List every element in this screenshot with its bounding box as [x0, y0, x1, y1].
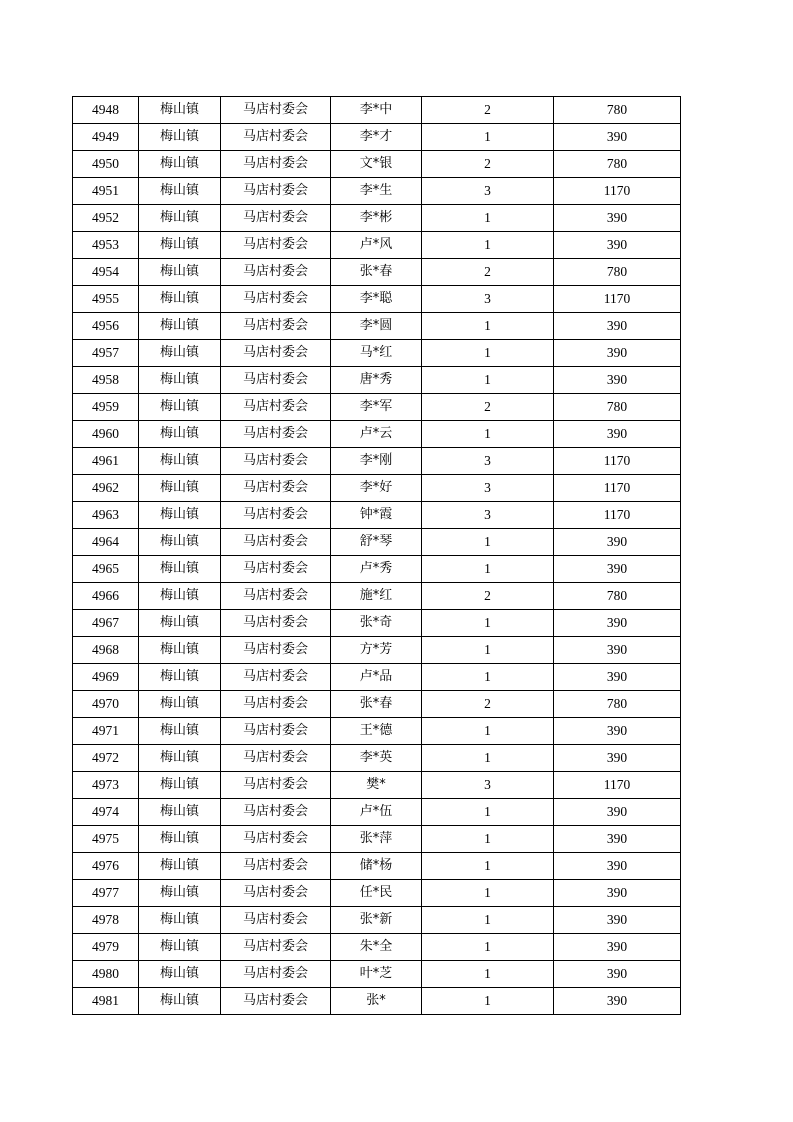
cell-village: 马店村委会 — [221, 178, 331, 205]
cell-household-count: 1 — [422, 421, 554, 448]
cell-village: 马店村委会 — [221, 502, 331, 529]
cell-person-name: 樊* — [331, 772, 422, 799]
cell-serial-number: 4979 — [73, 934, 139, 961]
cell-serial-number: 4972 — [73, 745, 139, 772]
cell-village: 马店村委会 — [221, 475, 331, 502]
cell-town: 梅山镇 — [139, 610, 221, 637]
table-row — [73, 853, 681, 880]
table-row — [73, 637, 681, 664]
cell-serial-number: 4953 — [73, 232, 139, 259]
cell-village: 马店村委会 — [221, 529, 331, 556]
cell-village: 马店村委会 — [221, 934, 331, 961]
cell-person-name: 叶*芝 — [331, 961, 422, 988]
table-row — [73, 745, 681, 772]
cell-amount: 390 — [554, 853, 681, 880]
cell-village: 马店村委会 — [221, 124, 331, 151]
cell-serial-number: 4951 — [73, 178, 139, 205]
table-row — [73, 178, 681, 205]
cell-village: 马店村委会 — [221, 340, 331, 367]
cell-person-name: 任*民 — [331, 880, 422, 907]
table-row — [73, 475, 681, 502]
table-row — [73, 313, 681, 340]
cell-serial-number: 4961 — [73, 448, 139, 475]
cell-town: 梅山镇 — [139, 448, 221, 475]
cell-village: 马店村委会 — [221, 880, 331, 907]
cell-town: 梅山镇 — [139, 691, 221, 718]
cell-village: 马店村委会 — [221, 205, 331, 232]
cell-amount: 1170 — [554, 772, 681, 799]
cell-serial-number: 4962 — [73, 475, 139, 502]
cell-household-count: 1 — [422, 340, 554, 367]
cell-village: 马店村委会 — [221, 367, 331, 394]
cell-serial-number: 4954 — [73, 259, 139, 286]
cell-village: 马店村委会 — [221, 232, 331, 259]
table-row — [73, 124, 681, 151]
cell-serial-number: 4973 — [73, 772, 139, 799]
cell-village: 马店村委会 — [221, 313, 331, 340]
cell-town: 梅山镇 — [139, 124, 221, 151]
cell-town: 梅山镇 — [139, 367, 221, 394]
cell-village: 马店村委会 — [221, 826, 331, 853]
cell-household-count: 2 — [422, 583, 554, 610]
cell-person-name: 张*春 — [331, 691, 422, 718]
cell-household-count: 1 — [422, 610, 554, 637]
cell-amount: 390 — [554, 124, 681, 151]
cell-person-name: 李*英 — [331, 745, 422, 772]
cell-household-count: 1 — [422, 853, 554, 880]
table-row — [73, 286, 681, 313]
cell-household-count: 1 — [422, 907, 554, 934]
cell-serial-number: 4957 — [73, 340, 139, 367]
cell-serial-number: 4978 — [73, 907, 139, 934]
cell-town: 梅山镇 — [139, 826, 221, 853]
cell-town: 梅山镇 — [139, 313, 221, 340]
cell-person-name: 王*德 — [331, 718, 422, 745]
cell-serial-number: 4960 — [73, 421, 139, 448]
cell-town: 梅山镇 — [139, 502, 221, 529]
cell-town: 梅山镇 — [139, 907, 221, 934]
cell-town: 梅山镇 — [139, 853, 221, 880]
cell-household-count: 1 — [422, 961, 554, 988]
cell-serial-number: 4965 — [73, 556, 139, 583]
cell-amount: 390 — [554, 718, 681, 745]
cell-household-count: 2 — [422, 691, 554, 718]
cell-person-name: 李*好 — [331, 475, 422, 502]
cell-household-count: 1 — [422, 934, 554, 961]
cell-serial-number: 4958 — [73, 367, 139, 394]
cell-person-name: 李*生 — [331, 178, 422, 205]
cell-person-name: 方*芳 — [331, 637, 422, 664]
cell-town: 梅山镇 — [139, 988, 221, 1015]
cell-amount: 390 — [554, 988, 681, 1015]
cell-town: 梅山镇 — [139, 205, 221, 232]
cell-serial-number: 4981 — [73, 988, 139, 1015]
cell-village: 马店村委会 — [221, 772, 331, 799]
cell-household-count: 1 — [422, 313, 554, 340]
table-row — [73, 772, 681, 799]
cell-person-name: 卢*品 — [331, 664, 422, 691]
data-table — [72, 96, 681, 1015]
cell-town: 梅山镇 — [139, 529, 221, 556]
cell-serial-number: 4959 — [73, 394, 139, 421]
table-row — [73, 826, 681, 853]
cell-town: 梅山镇 — [139, 637, 221, 664]
cell-serial-number: 4976 — [73, 853, 139, 880]
cell-village: 马店村委会 — [221, 745, 331, 772]
cell-town: 梅山镇 — [139, 745, 221, 772]
table-row — [73, 502, 681, 529]
cell-household-count: 3 — [422, 475, 554, 502]
cell-household-count: 3 — [422, 502, 554, 529]
table-row — [73, 610, 681, 637]
cell-household-count: 2 — [422, 151, 554, 178]
cell-town: 梅山镇 — [139, 259, 221, 286]
cell-serial-number: 4971 — [73, 718, 139, 745]
cell-serial-number: 4969 — [73, 664, 139, 691]
cell-household-count: 3 — [422, 178, 554, 205]
cell-person-name: 储*杨 — [331, 853, 422, 880]
table-row — [73, 367, 681, 394]
cell-serial-number: 4963 — [73, 502, 139, 529]
cell-village: 马店村委会 — [221, 637, 331, 664]
cell-household-count: 3 — [422, 772, 554, 799]
cell-household-count: 1 — [422, 745, 554, 772]
cell-household-count: 2 — [422, 97, 554, 124]
cell-amount: 390 — [554, 556, 681, 583]
cell-town: 梅山镇 — [139, 421, 221, 448]
cell-serial-number: 4952 — [73, 205, 139, 232]
cell-person-name: 舒*琴 — [331, 529, 422, 556]
cell-serial-number: 4968 — [73, 637, 139, 664]
cell-amount: 780 — [554, 691, 681, 718]
cell-village: 马店村委会 — [221, 583, 331, 610]
cell-person-name: 李*中 — [331, 97, 422, 124]
cell-amount: 780 — [554, 394, 681, 421]
table-row — [73, 421, 681, 448]
cell-town: 梅山镇 — [139, 718, 221, 745]
cell-person-name: 卢*云 — [331, 421, 422, 448]
cell-village: 马店村委会 — [221, 151, 331, 178]
cell-amount: 780 — [554, 97, 681, 124]
cell-person-name: 李*聪 — [331, 286, 422, 313]
table-row — [73, 448, 681, 475]
cell-amount: 1170 — [554, 178, 681, 205]
cell-town: 梅山镇 — [139, 340, 221, 367]
cell-person-name: 张*新 — [331, 907, 422, 934]
cell-town: 梅山镇 — [139, 97, 221, 124]
cell-town: 梅山镇 — [139, 880, 221, 907]
cell-village: 马店村委会 — [221, 394, 331, 421]
cell-serial-number: 4950 — [73, 151, 139, 178]
cell-town: 梅山镇 — [139, 232, 221, 259]
cell-village: 马店村委会 — [221, 907, 331, 934]
cell-serial-number: 4967 — [73, 610, 139, 637]
cell-person-name: 朱*全 — [331, 934, 422, 961]
cell-household-count: 3 — [422, 448, 554, 475]
cell-person-name: 卢*风 — [331, 232, 422, 259]
cell-village: 马店村委会 — [221, 853, 331, 880]
table-row — [73, 799, 681, 826]
table-row — [73, 583, 681, 610]
cell-amount: 390 — [554, 637, 681, 664]
cell-household-count: 1 — [422, 664, 554, 691]
cell-town: 梅山镇 — [139, 772, 221, 799]
cell-serial-number: 4977 — [73, 880, 139, 907]
cell-village: 马店村委会 — [221, 691, 331, 718]
cell-household-count: 1 — [422, 232, 554, 259]
table-row — [73, 394, 681, 421]
cell-person-name: 马*红 — [331, 340, 422, 367]
table-row — [73, 934, 681, 961]
cell-town: 梅山镇 — [139, 394, 221, 421]
cell-serial-number: 4966 — [73, 583, 139, 610]
table-row — [73, 880, 681, 907]
cell-town: 梅山镇 — [139, 934, 221, 961]
cell-person-name: 卢*伍 — [331, 799, 422, 826]
table-row — [73, 97, 681, 124]
cell-serial-number: 4975 — [73, 826, 139, 853]
cell-serial-number: 4949 — [73, 124, 139, 151]
cell-amount: 780 — [554, 151, 681, 178]
cell-household-count: 2 — [422, 259, 554, 286]
table-row — [73, 718, 681, 745]
cell-village: 马店村委会 — [221, 799, 331, 826]
table-row — [73, 961, 681, 988]
cell-household-count: 1 — [422, 556, 554, 583]
cell-person-name: 李*彬 — [331, 205, 422, 232]
cell-person-name: 钟*霞 — [331, 502, 422, 529]
cell-village: 马店村委会 — [221, 97, 331, 124]
cell-person-name: 张* — [331, 988, 422, 1015]
cell-household-count: 2 — [422, 394, 554, 421]
cell-village: 马店村委会 — [221, 610, 331, 637]
cell-household-count: 1 — [422, 799, 554, 826]
table-row — [73, 664, 681, 691]
cell-amount: 1170 — [554, 286, 681, 313]
cell-person-name: 张*萍 — [331, 826, 422, 853]
cell-serial-number: 4970 — [73, 691, 139, 718]
cell-village: 马店村委会 — [221, 664, 331, 691]
cell-person-name: 卢*秀 — [331, 556, 422, 583]
cell-amount: 390 — [554, 340, 681, 367]
cell-household-count: 1 — [422, 880, 554, 907]
table-body — [73, 97, 681, 1015]
cell-town: 梅山镇 — [139, 178, 221, 205]
cell-town: 梅山镇 — [139, 151, 221, 178]
cell-amount: 390 — [554, 799, 681, 826]
cell-household-count: 1 — [422, 988, 554, 1015]
cell-person-name: 张*春 — [331, 259, 422, 286]
table-row — [73, 205, 681, 232]
cell-amount: 390 — [554, 826, 681, 853]
table-row — [73, 340, 681, 367]
cell-person-name: 施*红 — [331, 583, 422, 610]
cell-serial-number: 4974 — [73, 799, 139, 826]
cell-amount: 390 — [554, 205, 681, 232]
cell-serial-number: 4964 — [73, 529, 139, 556]
cell-serial-number: 4956 — [73, 313, 139, 340]
cell-village: 马店村委会 — [221, 718, 331, 745]
cell-amount: 1170 — [554, 502, 681, 529]
cell-amount: 390 — [554, 664, 681, 691]
cell-amount: 390 — [554, 880, 681, 907]
cell-amount: 390 — [554, 961, 681, 988]
cell-person-name: 唐*秀 — [331, 367, 422, 394]
cell-person-name: 张*奇 — [331, 610, 422, 637]
cell-village: 马店村委会 — [221, 421, 331, 448]
table-row — [73, 907, 681, 934]
table-row — [73, 151, 681, 178]
cell-serial-number: 4980 — [73, 961, 139, 988]
cell-person-name: 李*圆 — [331, 313, 422, 340]
cell-household-count: 1 — [422, 124, 554, 151]
cell-village: 马店村委会 — [221, 988, 331, 1015]
cell-village: 马店村委会 — [221, 556, 331, 583]
cell-village: 马店村委会 — [221, 961, 331, 988]
table-row — [73, 988, 681, 1015]
cell-amount: 780 — [554, 583, 681, 610]
table-row — [73, 529, 681, 556]
cell-amount: 1170 — [554, 475, 681, 502]
cell-village: 马店村委会 — [221, 259, 331, 286]
cell-town: 梅山镇 — [139, 961, 221, 988]
cell-amount: 390 — [554, 745, 681, 772]
cell-person-name: 李*军 — [331, 394, 422, 421]
cell-amount: 390 — [554, 529, 681, 556]
cell-person-name: 李*刚 — [331, 448, 422, 475]
cell-amount: 390 — [554, 313, 681, 340]
cell-person-name: 文*银 — [331, 151, 422, 178]
table-row — [73, 691, 681, 718]
cell-village: 马店村委会 — [221, 448, 331, 475]
cell-person-name: 李*才 — [331, 124, 422, 151]
cell-serial-number: 4948 — [73, 97, 139, 124]
cell-town: 梅山镇 — [139, 583, 221, 610]
table-row — [73, 259, 681, 286]
cell-household-count: 1 — [422, 718, 554, 745]
cell-household-count: 3 — [422, 286, 554, 313]
table-row — [73, 556, 681, 583]
cell-amount: 780 — [554, 259, 681, 286]
cell-household-count: 1 — [422, 367, 554, 394]
cell-amount: 390 — [554, 934, 681, 961]
cell-amount: 390 — [554, 232, 681, 259]
cell-amount: 390 — [554, 367, 681, 394]
cell-amount: 390 — [554, 610, 681, 637]
cell-household-count: 1 — [422, 205, 554, 232]
cell-town: 梅山镇 — [139, 286, 221, 313]
cell-amount: 390 — [554, 421, 681, 448]
cell-serial-number: 4955 — [73, 286, 139, 313]
cell-household-count: 1 — [422, 826, 554, 853]
cell-village: 马店村委会 — [221, 286, 331, 313]
cell-town: 梅山镇 — [139, 664, 221, 691]
cell-town: 梅山镇 — [139, 556, 221, 583]
cell-household-count: 1 — [422, 637, 554, 664]
cell-household-count: 1 — [422, 529, 554, 556]
table-row — [73, 232, 681, 259]
cell-town: 梅山镇 — [139, 799, 221, 826]
cell-amount: 1170 — [554, 448, 681, 475]
cell-town: 梅山镇 — [139, 475, 221, 502]
cell-amount: 390 — [554, 907, 681, 934]
